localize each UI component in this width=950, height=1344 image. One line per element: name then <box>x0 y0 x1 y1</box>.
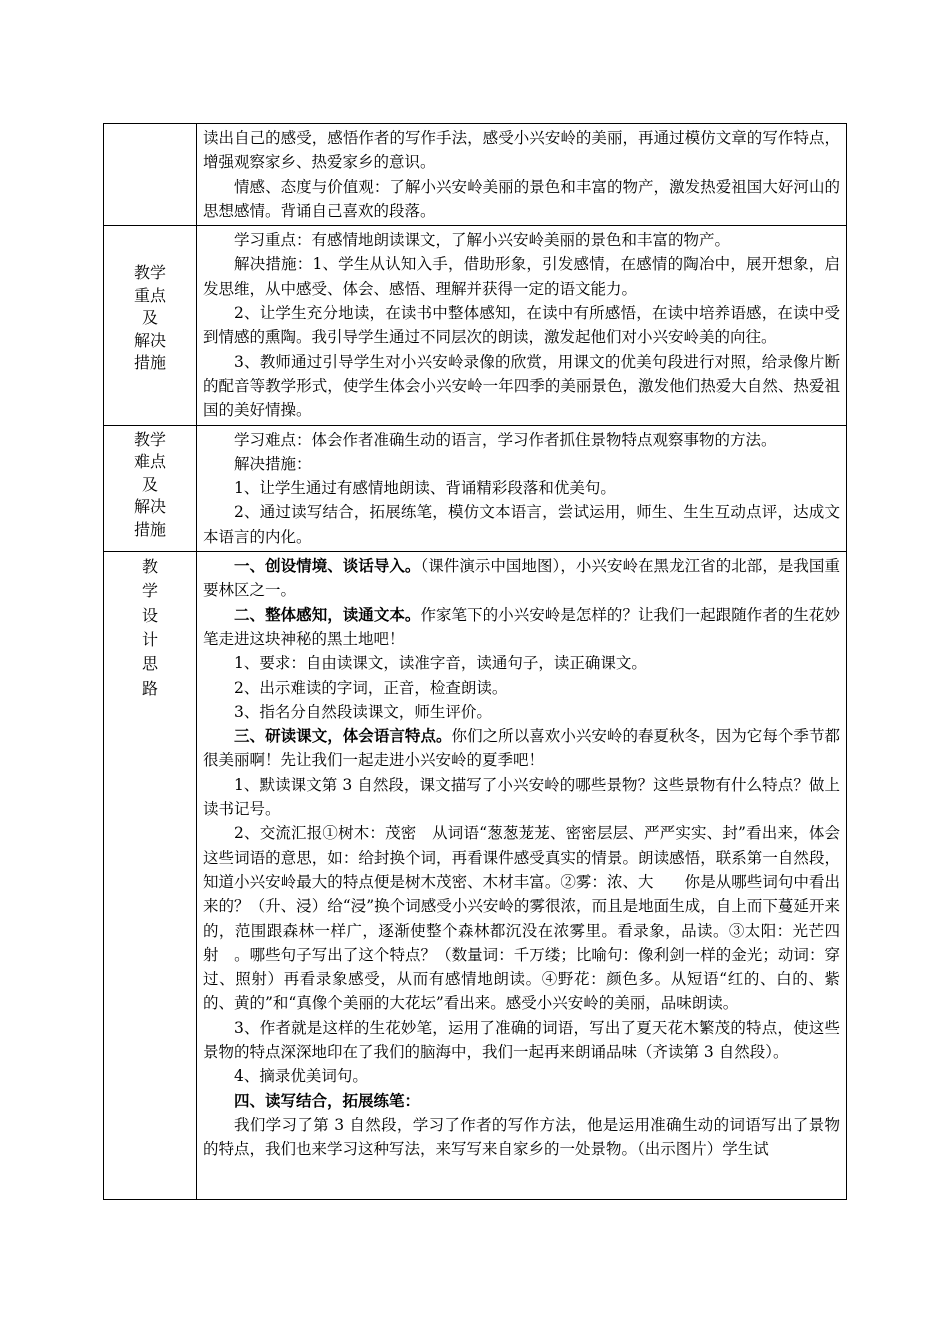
lesson-plan-table <box>103 123 847 1200</box>
label-line: 教学 <box>133 429 166 449</box>
difficulty-measure: 解决措施： <box>234 454 312 473</box>
list-item: 3、作者就是这样的生花妙笔，运用了准确的词语，写出了夏天花木繁茂的特点，使这些景物的特点深深地印在了我们的脑海中，我们一起再来朗诵品味（齐读第 3 自然段）。 <box>203 1018 840 1061</box>
key-points-label <box>104 226 197 425</box>
design-label <box>104 552 197 1200</box>
difficulties-label <box>104 425 197 551</box>
label-line: 解决 <box>133 330 166 350</box>
objective-text: 读出自己的感受，感悟作者的写作手法，感受小兴安岭的美丽，再通过模仿文章的写作特点，增强观察家乡、热爱家乡的意识。 <box>203 129 840 172</box>
label-line: 难点 <box>133 452 166 472</box>
empty-label-cell <box>104 124 197 226</box>
label-line: 重点 <box>133 285 166 305</box>
label-line: 及 <box>141 308 158 328</box>
objectives-cell <box>197 124 847 226</box>
list-item: 2、交流汇报①树木：茂密 从词语“葱葱茏茏、密密层层、严严实实、封”看出来，体会这些词语的意思，如：给封换个词，再看课件感受真实的情景。朗读感悟，联系第一自然段，知道小兴安岭最大的特点便是树木茂密、木材丰富。②雾：浓、大 你是从哪些词句中看出来的？（升、浸）给“浸”换个词感受小兴安岭的雾很浓，而且是地面生成，自上而下蔓延开来的，范围跟森林一样广，逐渐使整个森林都沉没在浓雾里。看录象，品读。③太阳：光芒四射 。哪些句子写出了这个特点？（数量词：千万缕；比喻句：像利剑一样的金光；动词：穿过、照射）再看录象感受，从而有感情地朗读。④野花：颜色多。从短语“红的、白的、紫的、黄的”和“真像个美丽的大花坛”看出来。感受小兴安岭的美丽，品味朗读。 <box>203 824 840 1013</box>
section-3 <box>203 724 840 773</box>
key-point-measure: 2、让学生充分地读，在读书中整体感知，在读中有所感悟，在读中培养语感，在读中受到情感的熏陶。我引导学生通过不同层次的朗读，激发起他们对小兴安岭美的向往。 <box>203 304 840 347</box>
difficulty-measure: 2、通过读写结合，拓展练笔，模仿文本语言，尝试运用，师生、生生互动点评，达成文本语言的内化。 <box>203 503 840 546</box>
section-4-title: 四、读写结合，拓展练笔： <box>234 1090 421 1110</box>
difficulty-measure: 1、让学生通过有感情地朗读、背诵精彩段落和优美句。 <box>234 479 616 498</box>
label-line: 学 <box>141 581 158 601</box>
key-point-measure: 解决措施：1、学生从认知入手，借助形象，引发感情，在感情的陶冶中，展开想象，启发思维，从中感受、体会、感悟、理解并获得一定的语文能力。 <box>203 255 840 298</box>
label-line: 思 <box>141 654 158 674</box>
section-3-title: 三、研读课文，体会语言特点。 <box>234 726 452 746</box>
difficulties-cell <box>197 425 847 551</box>
list-item: 1、要求：自由读课文，读准字音，读通句子，读正确课文。 <box>234 654 647 673</box>
section-3-text: 你们之所以喜欢小兴安岭的春夏秋冬，因为它每个季节都很美丽啊！先让我们一起走进小兴安岭的夏季吧！ <box>203 727 840 770</box>
label-line: 计 <box>141 629 158 649</box>
label-line: 解决 <box>133 497 166 517</box>
objective-emotion-text: 情感、态度与价值观：了解小兴安岭美丽的景色和丰富的物产，激发热爱祖国大好河山的思想感情。背诵自己喜欢的段落。 <box>203 177 840 220</box>
section-4-text: 我们学习了第 3 自然段，学习了作者的写作方法，他是运用准确生动的词语写出了景物的特点，我们也来学习这种写法，来写写来自家乡的一处景物。（出示图片）学生试 <box>203 1115 840 1159</box>
table-row <box>104 226 847 425</box>
section-1-title: 一、创设情境、谈话导入。 <box>234 556 421 576</box>
section-2-title: 二、整体感知，读通文本。 <box>234 604 421 624</box>
label-line: 路 <box>141 678 158 698</box>
list-item: 1、默读课文第 3 自然段，课文描写了小兴安岭的哪些景物？这些景物有什么特点？做上读书记号。 <box>203 775 840 819</box>
label-line: 措施 <box>133 519 166 539</box>
section-1 <box>203 554 840 603</box>
label-line: 措施 <box>133 353 166 373</box>
section-2 <box>203 603 840 652</box>
label-line: 教 <box>141 557 158 577</box>
table-row <box>104 124 847 226</box>
list-item: 2、出示难读的字词，正音，检查朗读。 <box>234 678 508 697</box>
label-line: 设 <box>141 605 158 625</box>
table-row <box>104 552 847 1200</box>
section-1-text: （课件演示中国地图），小兴安岭在黑龙江省的北部，是我国重要林区之一。 <box>203 557 840 600</box>
label-line: 及 <box>141 474 158 494</box>
table-row <box>104 425 847 551</box>
design-cell <box>197 552 847 1200</box>
key-point-measure: 3、教师通过引导学生对小兴安岭录像的欣赏，用课文的优美句段进行对照，给录像片断的配音等教学形式，使学生体会小兴安岭一年四季的美丽景色，激发他们热爱大自然、热爱祖国的美好情操。 <box>203 352 840 420</box>
section-2-text: 作家笔下的小兴安岭是怎样的？让我们一起跟随作者的生花妙笔走进这块神秘的黑土地吧！ <box>203 605 840 648</box>
difficulty-text: 学习难点：体会作者准确生动的语言，学习作者抓住景物特点观察事物的方法。 <box>234 430 777 449</box>
label-line: 教学 <box>133 263 166 283</box>
list-item: 4、摘录优美词句。 <box>234 1067 368 1086</box>
key-point-text: 学习重点：有感情地朗读课文，了解小兴安岭美丽的景色和丰富的物产。 <box>234 231 731 250</box>
key-points-cell <box>197 226 847 425</box>
list-item: 3、指名分自然段读课文，师生评价。 <box>234 702 492 721</box>
